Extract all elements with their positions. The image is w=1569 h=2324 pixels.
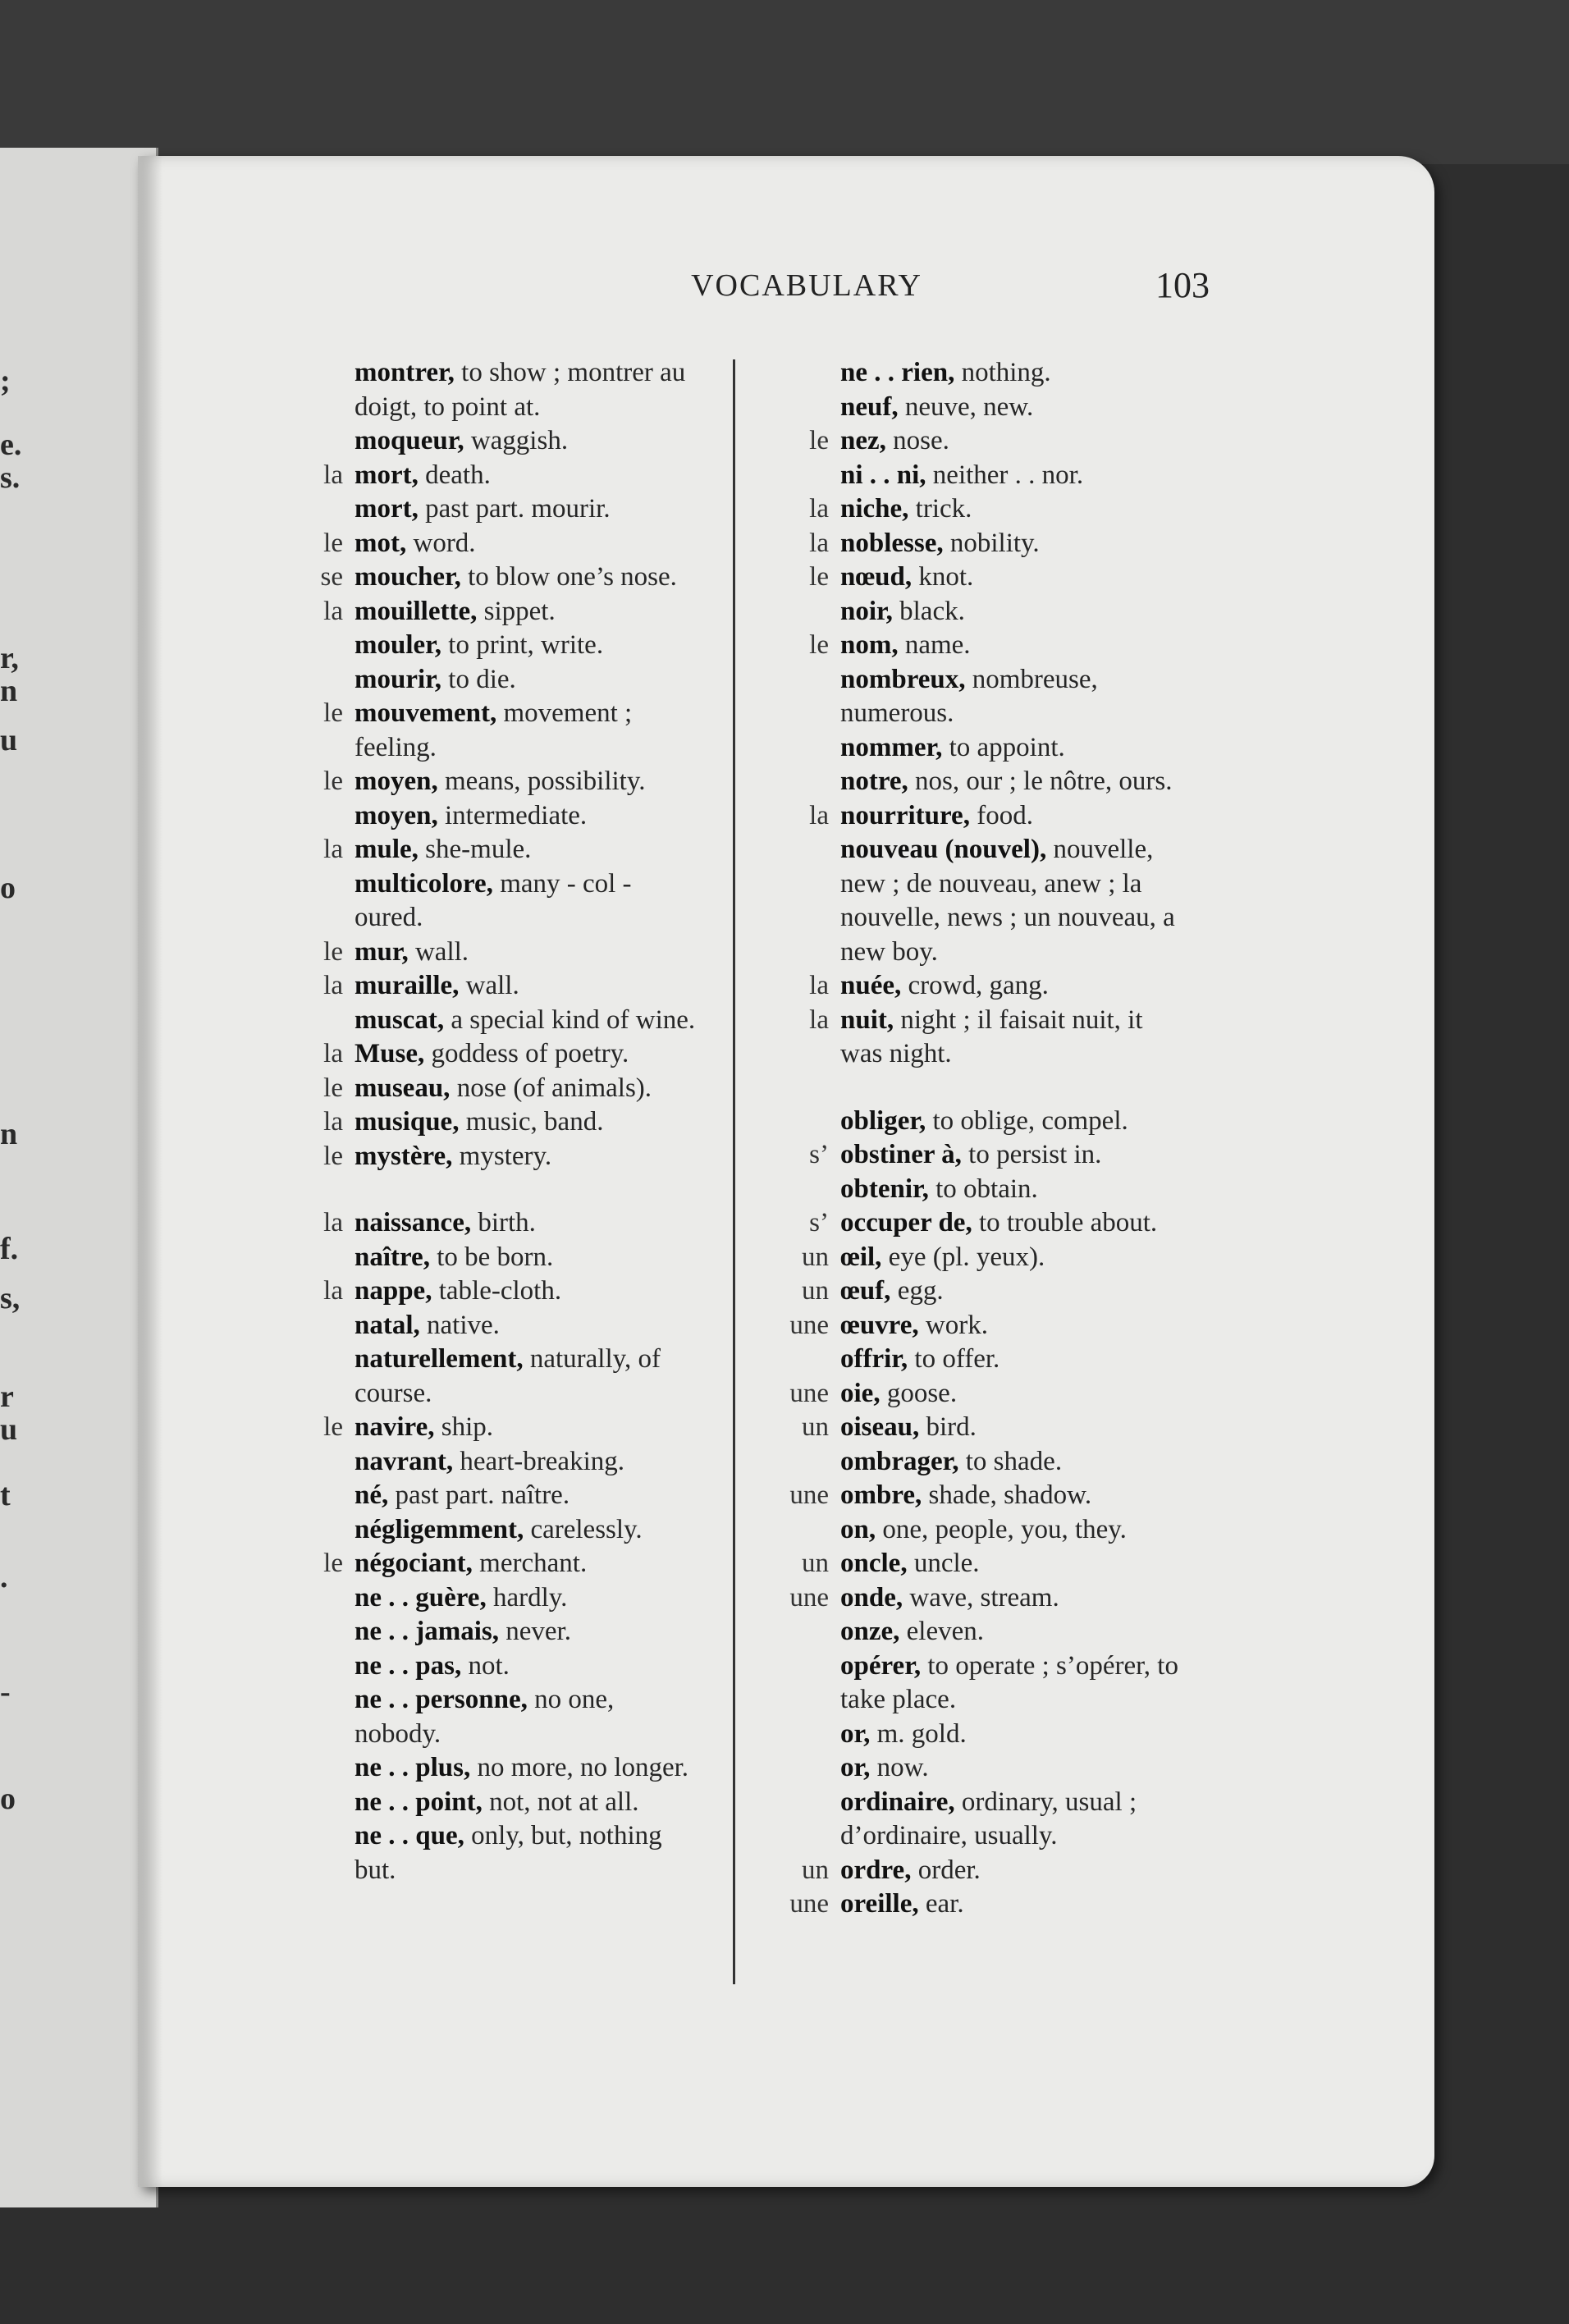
entry-article: le	[323, 528, 343, 558]
vocabulary-entry	[763, 799, 1190, 834]
entry-text: natal, native.	[355, 1310, 500, 1340]
entry-article: la	[323, 1208, 343, 1237]
entry-article: le	[809, 562, 829, 592]
vocabulary-entry	[277, 1683, 704, 1751]
facing-page-fragment: r,	[0, 641, 19, 675]
vocabulary-entry	[763, 1445, 1190, 1480]
vocabulary-entry	[763, 1751, 1190, 1786]
entry-article: se	[320, 562, 343, 592]
entry-text: né, past part. naître.	[355, 1480, 570, 1510]
entry-text: nuit, night ; il faisait nuit, it was night.	[840, 1004, 1143, 1068]
vocabulary-entry	[763, 663, 1190, 731]
entry-text: obtenir, to obtain.	[840, 1173, 1038, 1204]
vocabulary-entry	[277, 1445, 704, 1480]
vocabulary-entry	[277, 356, 704, 424]
entry-text: oncle, uncle.	[840, 1549, 980, 1578]
page-gutter-shadow	[138, 156, 162, 2187]
vocabulary-entry	[763, 1173, 1190, 1207]
vocabulary-column-right	[763, 356, 1190, 1922]
vocabulary-entry	[763, 424, 1190, 459]
entry-text: montrer, to show ; montrer au doigt, to point at.	[355, 358, 686, 422]
vocabulary-entry	[763, 1004, 1190, 1072]
entry-text: ne . . pas, not.	[355, 1650, 510, 1681]
entry-article: la	[809, 528, 829, 558]
vocabulary-entry	[277, 1615, 704, 1649]
entry-article: s’	[809, 1208, 829, 1237]
running-title: VOCABULARY	[691, 268, 922, 303]
entry-text: nuée, crowd, gang.	[840, 971, 1049, 1000]
entry-text: ombre, shade, shadow.	[840, 1480, 1092, 1510]
facing-page-fragment: s,	[0, 1281, 21, 1315]
entry-article: la	[809, 971, 829, 1000]
facing-page-fragment: u	[0, 723, 18, 757]
entry-article: la	[323, 1039, 343, 1068]
entry-text: œil, eye (pl. yeux).	[840, 1242, 1045, 1272]
vocabulary-entry	[277, 765, 704, 799]
entry-text: muraille, wall.	[355, 971, 519, 1000]
vocabulary-entry	[763, 492, 1190, 527]
vocabulary-entry	[277, 1751, 704, 1786]
entry-article: le	[323, 1412, 343, 1442]
entry-text: oie, goose.	[840, 1378, 958, 1408]
vocabulary-entry	[277, 1343, 704, 1411]
entry-article: le	[809, 630, 829, 660]
vocabulary-entry	[277, 595, 704, 629]
vocabulary-entry	[763, 731, 1190, 766]
vocabulary-entry	[277, 424, 704, 459]
vocabulary-entry	[277, 1274, 704, 1309]
entry-text: ne . . plus, no more, no longer.	[355, 1753, 689, 1782]
section-gap	[277, 1173, 704, 1206]
entry-text: navrant, heart-breaking.	[355, 1446, 624, 1476]
entry-text: oiseau, bird.	[840, 1412, 977, 1442]
vocabulary-entry	[277, 1105, 704, 1140]
vocabulary-entry	[277, 1819, 704, 1887]
entry-text: mystère, mystery.	[355, 1141, 552, 1171]
facing-page-edge	[0, 148, 158, 2207]
vocabulary-entry	[763, 1411, 1190, 1445]
vocabulary-entry	[763, 459, 1190, 493]
entry-text: moyen, means, possibility.	[355, 766, 646, 796]
entry-text: museau, nose (of animals).	[355, 1073, 652, 1103]
entry-text: ni . . ni, neither . . nor.	[840, 460, 1084, 490]
entry-text: négligemment, carelessly.	[355, 1514, 643, 1544]
vocabulary-entry	[763, 595, 1190, 629]
vocabulary-entry	[277, 459, 704, 493]
vocabulary-column-left	[277, 356, 704, 1887]
entry-article: la	[323, 1107, 343, 1137]
entry-article: la	[323, 1276, 343, 1306]
entry-text: ordre, order.	[840, 1855, 981, 1885]
vocabulary-entry	[763, 1309, 1190, 1343]
entry-text: naître, to be born.	[355, 1242, 554, 1272]
entry-text: naturellement, naturally, of course.	[355, 1344, 661, 1408]
entry-text: neuf, neuve, new.	[840, 391, 1034, 422]
entry-text: mouillette, sippet.	[355, 596, 556, 626]
vocabulary-entry	[277, 1786, 704, 1820]
facing-page-fragment: ;	[0, 364, 11, 398]
entry-text: œuf, egg.	[840, 1276, 944, 1306]
entry-text: nombreux, nombreuse, numerous.	[840, 664, 1098, 728]
entry-text: niche, trick.	[840, 494, 972, 524]
vocabulary-entry	[277, 1581, 704, 1616]
book-page	[138, 156, 1434, 2187]
entry-text: musique, music, band.	[355, 1107, 604, 1137]
entry-text: nom, name.	[840, 630, 971, 660]
entry-text: ordinaire, ordinary, usual ; d’ordinaire, usually.	[840, 1786, 1137, 1851]
vocabulary-entry	[763, 1105, 1190, 1139]
entry-text: ne . . personne, no one, nobody.	[355, 1685, 615, 1749]
section-gap	[763, 1072, 1190, 1105]
entry-text: oreille, ear.	[840, 1889, 964, 1919]
entry-text: or, now.	[840, 1753, 929, 1782]
vocabulary-entry	[277, 1649, 704, 1684]
entry-text: offrir, to offer.	[840, 1344, 1000, 1374]
facing-page-fragment: s.	[0, 460, 21, 495]
vocabulary-entry	[763, 527, 1190, 561]
entry-text: opérer, to operate ; s’opérer, to take place.	[840, 1650, 1178, 1714]
facing-page-fragment: r	[0, 1379, 14, 1414]
entry-article: une	[789, 1378, 829, 1408]
vocabulary-entry	[763, 1581, 1190, 1616]
entry-text: ne . . que, only, but, nothing but.	[355, 1821, 662, 1885]
entry-article: le	[323, 1141, 343, 1171]
entry-article: la	[809, 1004, 829, 1035]
entry-text: mort, death.	[355, 460, 491, 490]
vocabulary-entry	[763, 1479, 1190, 1513]
vocabulary-entry	[277, 969, 704, 1004]
entry-text: obliger, to oblige, compel.	[840, 1105, 1128, 1136]
entry-text: occuper de, to trouble about.	[840, 1208, 1158, 1237]
entry-text: ombrager, to shade.	[840, 1446, 1063, 1476]
entry-text: multicolore, many - col - oured.	[355, 868, 632, 932]
entry-text: noblesse, nobility.	[840, 528, 1040, 558]
entry-text: onde, wave, stream.	[840, 1582, 1059, 1613]
entry-article: un	[802, 1242, 829, 1272]
entry-text: nœud, knot.	[840, 562, 974, 592]
facing-page-fragment: -	[0, 1675, 11, 1709]
vocabulary-entry	[763, 1786, 1190, 1854]
vocabulary-entry	[763, 1377, 1190, 1411]
vocabulary-entry	[277, 1309, 704, 1343]
entry-text: ne . . point, not, not at all.	[355, 1786, 639, 1817]
entry-article: la	[323, 971, 343, 1000]
column-divider	[733, 359, 735, 1984]
entry-article: le	[809, 426, 829, 455]
vocabulary-entry	[763, 1241, 1190, 1275]
entry-text: Muse, goddess of poetry.	[355, 1039, 629, 1068]
vocabulary-entry	[277, 663, 704, 698]
vocabulary-entry	[277, 867, 704, 936]
vocabulary-entry	[763, 1887, 1190, 1922]
vocabulary-entry	[277, 1072, 704, 1106]
entry-text: nez, nose.	[840, 426, 949, 455]
entry-text: onze, eleven.	[840, 1617, 985, 1646]
entry-text: or, m. gold.	[840, 1718, 967, 1749]
vocabulary-entry	[763, 629, 1190, 663]
vocabulary-entry	[763, 969, 1190, 1004]
vocabulary-entry	[763, 356, 1190, 391]
facing-page-fragment: e.	[0, 428, 22, 462]
vocabulary-entry	[277, 1037, 704, 1072]
entry-text: nouveau (nouvel), nouvelle, new ; de nouveau, anew ; la nouvelle, news ; un nouveau, a new boy.	[840, 835, 1175, 967]
facing-page-fragment: u	[0, 1412, 18, 1447]
vocabulary-entry	[277, 1513, 704, 1548]
entry-text: mourir, to die.	[355, 664, 516, 694]
entry-article: le	[323, 698, 343, 728]
vocabulary-entry	[763, 1138, 1190, 1173]
entry-text: mule, she-mule.	[355, 835, 532, 864]
entry-article: une	[789, 1582, 829, 1613]
vocabulary-entry	[763, 1649, 1190, 1718]
facing-page-fragment: n	[0, 674, 18, 708]
entry-article: la	[323, 835, 343, 864]
entry-text: ne . . jamais, never.	[355, 1617, 571, 1646]
vocabulary-entry	[277, 799, 704, 834]
facing-page-fragment: o	[0, 871, 16, 905]
entry-text: nourriture, food.	[840, 800, 1033, 830]
entry-text: nommer, to appoint.	[840, 732, 1065, 762]
entry-article: la	[809, 800, 829, 830]
entry-article: la	[323, 596, 343, 626]
facing-page-fragment: t	[0, 1478, 11, 1512]
vocabulary-entry	[277, 1411, 704, 1445]
entry-article: le	[323, 1073, 343, 1103]
facing-page-fragment: o	[0, 1782, 16, 1816]
vocabulary-entry	[277, 1479, 704, 1513]
entry-article: une	[789, 1889, 829, 1919]
background	[0, 0, 1569, 164]
entry-article: un	[802, 1855, 829, 1885]
entry-article: un	[802, 1412, 829, 1442]
entry-article: la	[323, 460, 343, 490]
vocabulary-entry	[763, 560, 1190, 595]
vocabulary-entry	[277, 560, 704, 595]
entry-text: ne . . guère, hardly.	[355, 1582, 568, 1613]
entry-text: négociant, merchant.	[355, 1549, 588, 1578]
facing-page-fragment: f.	[0, 1232, 19, 1266]
vocabulary-entry	[277, 1241, 704, 1275]
facing-page-fragment: .	[0, 1560, 8, 1594]
vocabulary-entry	[277, 697, 704, 765]
vocabulary-entry	[763, 1343, 1190, 1377]
vocabulary-entry	[763, 833, 1190, 969]
vocabulary-entry	[763, 1547, 1190, 1581]
vocabulary-entry	[277, 1206, 704, 1241]
entry-text: moqueur, waggish.	[355, 426, 569, 455]
entry-text: mur, wall.	[355, 936, 469, 967]
vocabulary-entry	[763, 1274, 1190, 1309]
entry-article: s’	[809, 1140, 829, 1169]
vocabulary-entry	[763, 1718, 1190, 1752]
facing-page-fragment: n	[0, 1117, 18, 1151]
entry-text: obstiner à, to persist in.	[840, 1140, 1102, 1169]
entry-article: un	[802, 1549, 829, 1578]
vocabulary-entry	[277, 1004, 704, 1038]
entry-text: œuvre, work.	[840, 1310, 988, 1340]
entry-article: la	[809, 494, 829, 524]
entry-text: noir, black.	[840, 596, 965, 626]
entry-text: naissance, birth.	[355, 1208, 536, 1237]
entry-article: le	[323, 766, 343, 796]
vocabulary-entry	[763, 1513, 1190, 1548]
entry-text: nappe, table-cloth.	[355, 1276, 562, 1306]
entry-text: muscat, a special kind of wine.	[355, 1004, 696, 1035]
vocabulary-entry	[277, 936, 704, 970]
entry-article: une	[789, 1310, 829, 1340]
entry-text: navire, ship.	[355, 1412, 493, 1442]
entry-text: on, one, people, you, they.	[840, 1514, 1127, 1544]
vocabulary-entry	[277, 492, 704, 527]
entry-text: mouler, to print, write.	[355, 630, 604, 660]
entry-article: une	[789, 1480, 829, 1510]
vocabulary-entry	[763, 1206, 1190, 1241]
vocabulary-entry	[277, 629, 704, 663]
entry-article: le	[323, 936, 343, 967]
vocabulary-entry	[763, 391, 1190, 425]
entry-text: mot, word.	[355, 528, 476, 558]
vocabulary-entry	[277, 527, 704, 561]
entry-text: mouvement, movement ; feeling.	[355, 698, 633, 762]
vocabulary-entry	[277, 833, 704, 867]
entry-text: moyen, intermediate.	[355, 800, 588, 830]
entry-article: le	[323, 1549, 343, 1578]
vocabulary-entry	[277, 1140, 704, 1174]
entry-article: un	[802, 1276, 829, 1306]
entry-text: mort, past part. mourir.	[355, 494, 611, 524]
entry-text: ne . . rien, nothing.	[840, 358, 1051, 387]
vocabulary-entry	[763, 1854, 1190, 1888]
entry-text: moucher, to blow one’s nose.	[355, 562, 677, 592]
vocabulary-entry	[763, 1615, 1190, 1649]
page-number: 103	[1155, 265, 1210, 305]
vocabulary-entry	[763, 765, 1190, 799]
entry-text: notre, nos, our ; le nôtre, ours.	[840, 766, 1173, 796]
vocabulary-entry	[277, 1547, 704, 1581]
